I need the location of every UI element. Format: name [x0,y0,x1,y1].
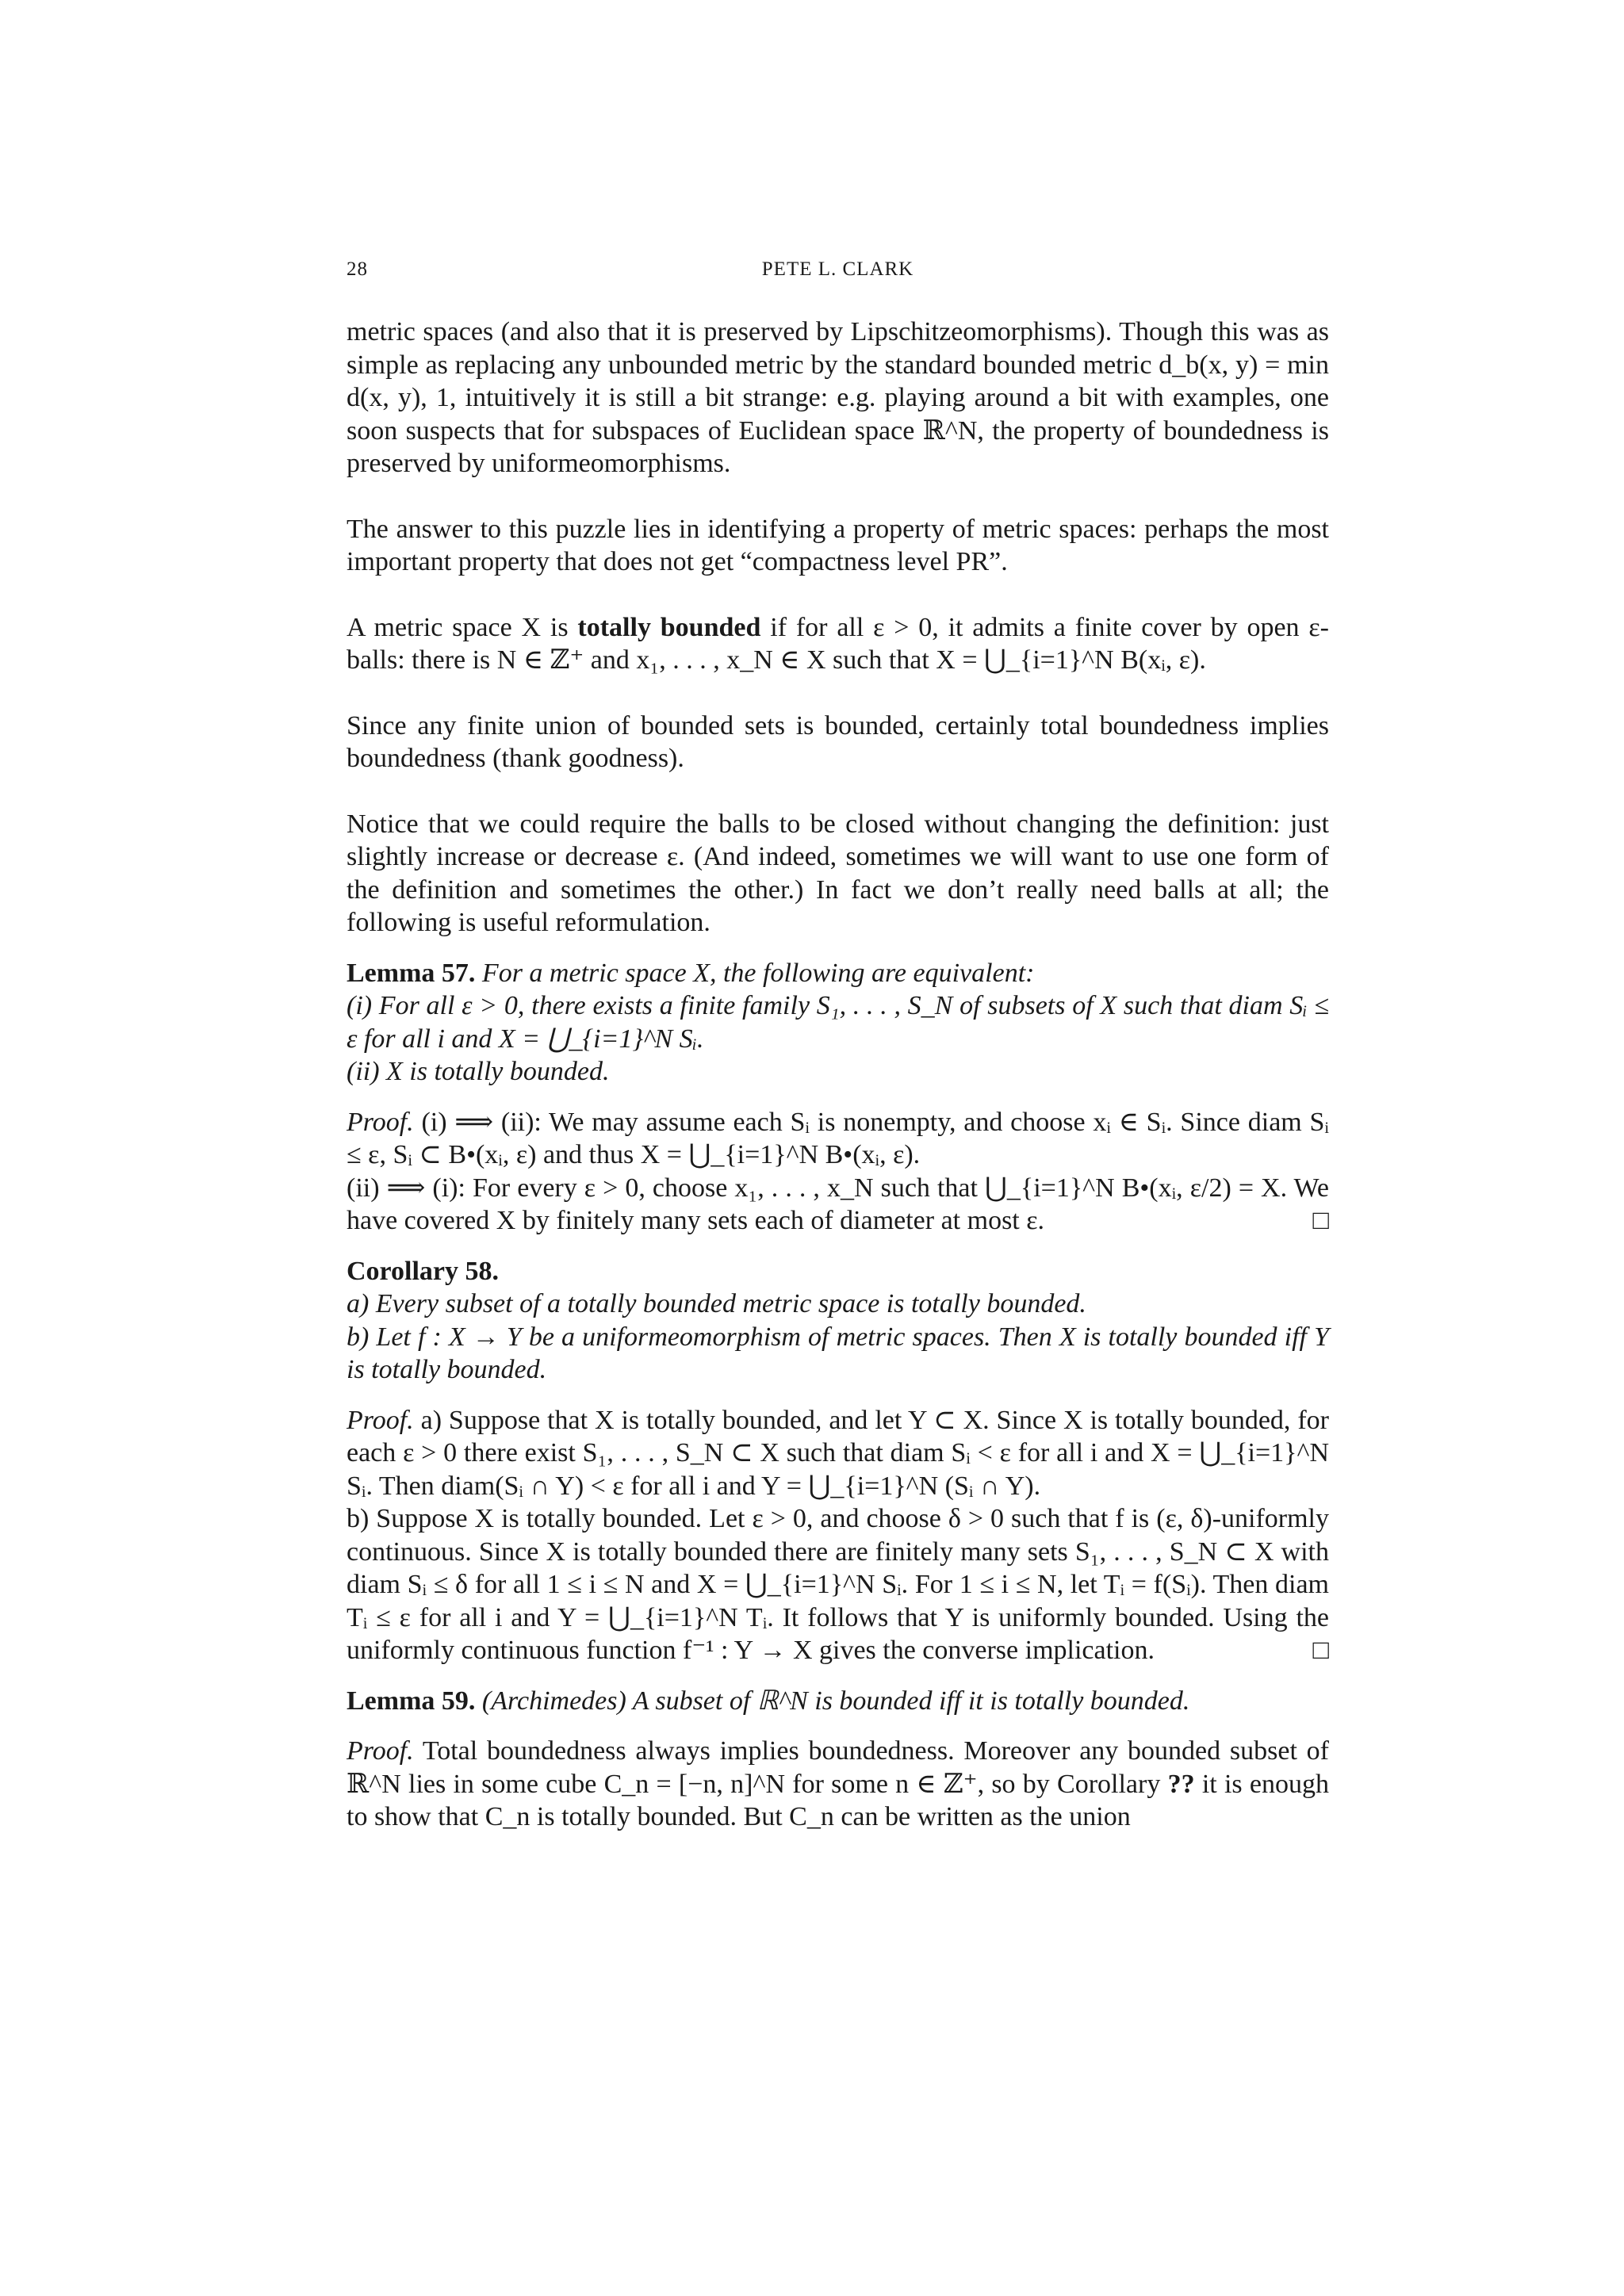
running-head-author: PETE L. CLARK [761,258,914,280]
proof-lemma-59 [347,1735,1329,1834]
proof-label: Proof. [347,1736,414,1766]
defined-term: totally bounded [577,612,761,642]
corollary-58-part-a: a) Every subset of a totally bounded metric space is totally bounded. [347,1289,1086,1318]
page-body [347,316,1329,1866]
paragraph-totally-bounded-definition [347,611,1329,677]
proof-58-part-b: b) Suppose X is totally bounded. Let ε > 0, and choose δ > 0 such that f is (ε, δ)-uniformly continuous. Since X is totally bounded there are finitely many sets S₁, . . . , S_N ⊂ X with diam Sᵢ ≤ δ for all 1 ≤ i ≤ N and X = ⋃_{i=1}^N Sᵢ. For 1 ≤ i ≤ N, let Tᵢ = f(Sᵢ). Then diam Tᵢ ≤ ε for all i and Y = ⋃_{i=1}^N Tᵢ. It follows that Y is uniformly bounded. Using the uniformly continuous function f⁻¹ : Y → X gives the converse implication. □ [347,1502,1329,1667]
qed-symbol: □ [1312,1636,1329,1665]
definition-text-pre: A metric space X is [347,612,578,642]
lemma-59-heading: Lemma 59. [347,1686,476,1716]
paragraph-puzzle: The answer to this puzzle lies in identifying a property of metric spaces: perhaps the most important property that does not get “compactness level PR”. [347,514,1329,576]
lemma-57-item-i: (i) For all ε > 0, there exists a finite family S₁, . . . , S_N of subsets of X such that diam Sᵢ ≤ ε for all i and X = ⋃_{i=1}^N Sᵢ. [347,991,1329,1054]
lemma-57-statement: For a metric space X, the following are equivalent: [481,958,1035,988]
running-head [347,258,1329,281]
proof-corollary-58 [347,1404,1329,1667]
page-number: 28 [347,258,368,280]
corollary-58-part-b: b) Let f : X → Y be a uniformeomorphism of metric spaces. Then X is totally bounded iff Y is totally bounded. [347,1322,1329,1384]
corollary-58-heading: Corollary 58. [347,1256,500,1286]
paragraph-finite-union: Since any finite union of bounded sets is bounded, certainly total boundedness implies boundedness (thank goodness). [347,710,1329,773]
lemma-57 [347,957,1329,1089]
paragraph-metric-spaces: metric spaces (and also that it is preserved by Lipschitzeomorphisms). Though this was as simple as replacing any unbounded metric by the standard bounded metric d_b(x, y) = min d(x, y), 1, intuitively it is still a bit strange: e.g. playing around a bit with examples, one soon suspects that for subspaces of Euclidean space ℝ^N, the property of boundedness is preserved by uniformeomorphisms. [347,317,1329,478]
proof-lemma-57 [347,1106,1329,1238]
proof-59-text-pre: Total boundedness always implies boundedness. Moreover any bounded subset of ℝ^N lies in some cube C_n = [−n, n]^N for some n ∈ ℤ⁺, so by Corollary [347,1736,1329,1799]
lemma-57-item-ii: (ii) X is totally bounded. [347,1057,610,1086]
proof-label: Proof. [347,1405,414,1435]
unresolved-reference: ?? [1167,1769,1195,1799]
proof-58-part-a: a) Suppose that X is totally bounded, and let Y ⊂ X. Since X is totally bounded, for each ε > 0 there exist S₁, . . . , S_N ⊂ X such that diam Sᵢ < ε for all i and X = ⋃_{i=1}^N Sᵢ. Then diam(Sᵢ ∩ Y) < ε for all i and Y = ⋃_{i=1}^N (Sᵢ ∩ Y). [347,1405,1329,1501]
proof-57-part-2: (ii) ⟹ (i): For every ε > 0, choose x₁, . . . , x_N such that ⋃_{i=1}^N B•(xᵢ, ε/2) = X. We have covered X by finitely many sets each of diameter at most ε. □ [347,1172,1329,1238]
definition-text-post: if for all ε > 0, it admits a finite cover by open ε-balls: there is N ∈ ℤ⁺ and x₁, . . . , x_N ∈ X such that X = ⋃_{i=1}^N B(xᵢ, ε). [347,612,1329,675]
paragraph-closed-balls: Notice that we could require the balls to be closed without changing the definition: just slightly increase or decrease ε. (And indeed, sometimes we will want to use one form of the definition and sometimes the other.) In fact we don’t really need balls at all; the following is useful reformulation. [347,809,1329,937]
proof-label: Proof. [347,1107,414,1137]
proof-57-part-1: (i) ⟹ (ii): We may assume each Sᵢ is nonempty, and choose xᵢ ∈ Sᵢ. Since diam Sᵢ ≤ ε, Sᵢ ⊂ B•(xᵢ, ε) and thus X = ⋃_{i=1}^N B•(xᵢ, ε). [347,1107,1329,1169]
lemma-59 [347,1685,1329,1718]
lemma-57-heading: Lemma 57. [347,958,476,988]
proof-59-text-post: it is enough to show that C_n is totally bounded. But C_n can be written as the union [347,1769,1329,1831]
corollary-58 [347,1255,1329,1387]
qed-symbol: □ [1312,1206,1329,1235]
lemma-59-statement: (Archimedes) A subset of ℝ^N is bounded iff it is totally bounded. [481,1686,1190,1716]
